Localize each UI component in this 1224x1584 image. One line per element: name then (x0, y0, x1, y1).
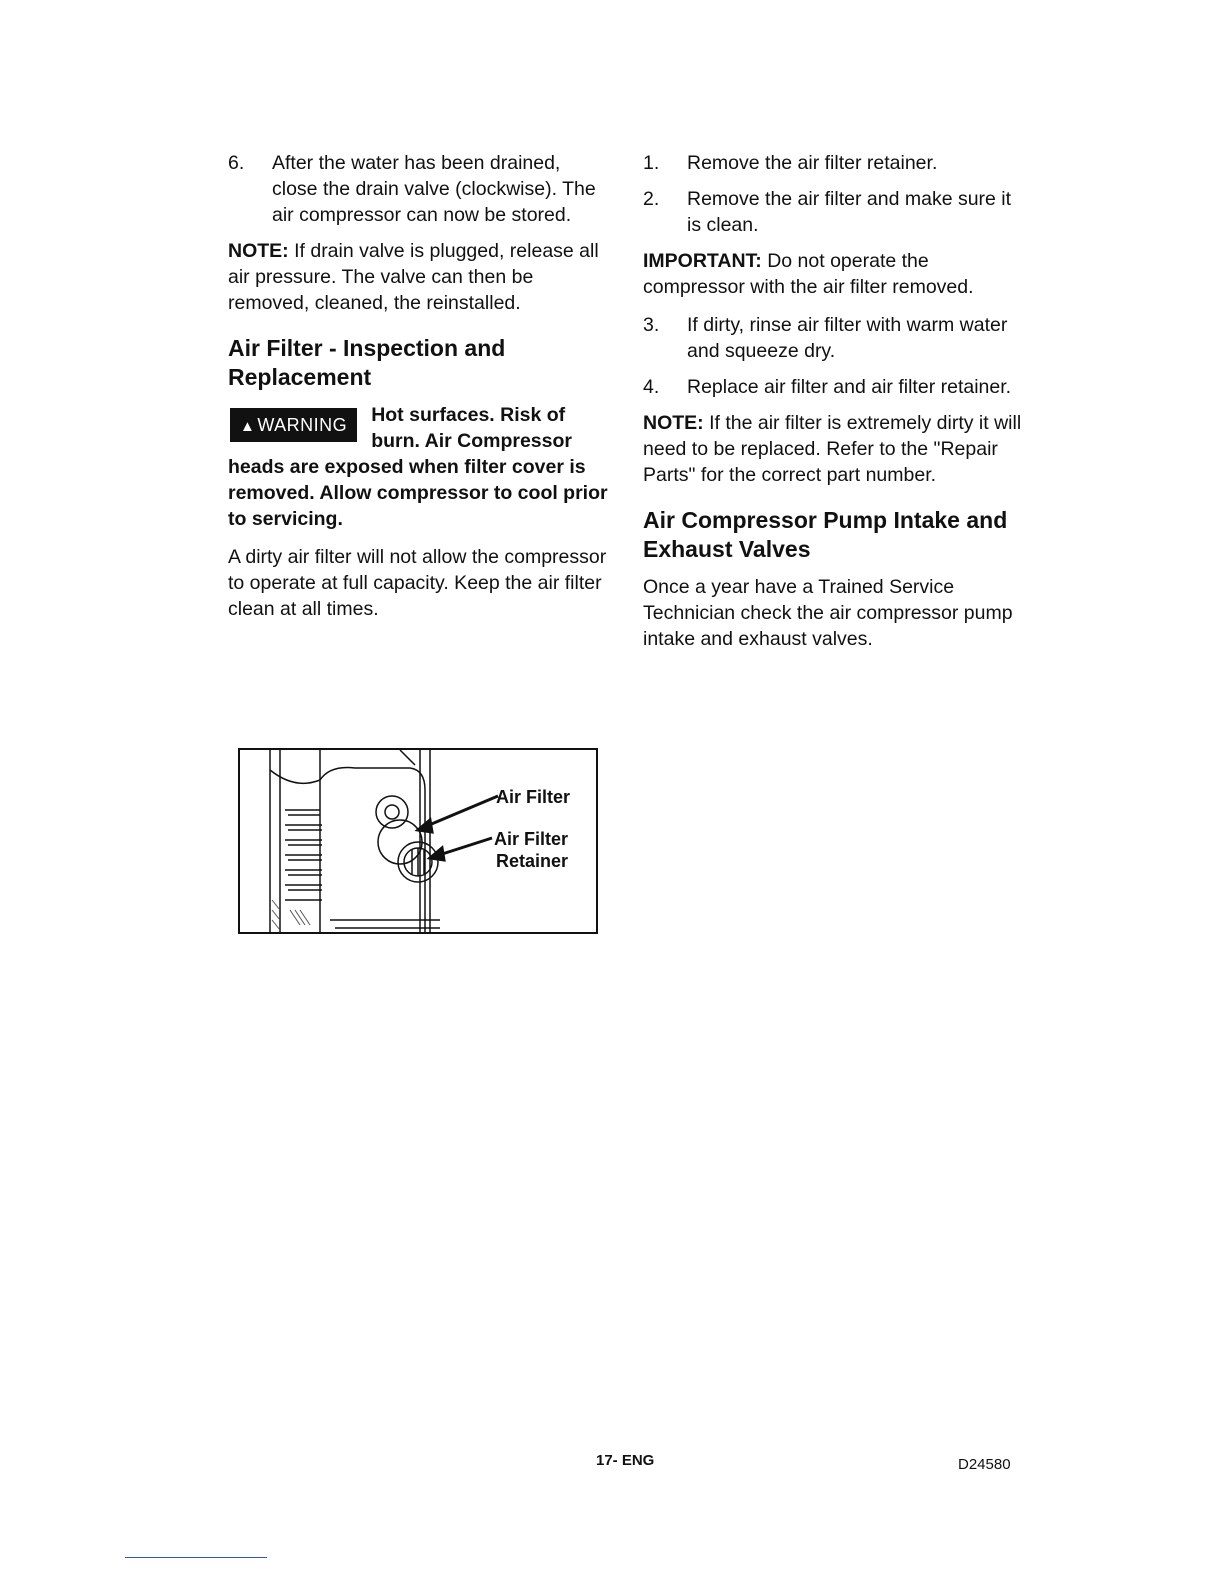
note-label: NOTE: (228, 240, 289, 262)
warning-triangle-icon: ▲ (240, 418, 256, 435)
step-text: If dirty, rinse air filter with warm water and squeeze dry. (687, 314, 1008, 362)
document-code: D24580 (958, 1456, 1011, 1473)
step-text: Replace air filter and air filter retainer. (687, 376, 1012, 398)
note-text: If drain valve is plugged, release all air pressure. The valve can then be removed, cleaned, the reinstalled. (228, 240, 599, 314)
important-text: Do not operate the compressor with the air filter removed. (643, 250, 974, 298)
step-text: Remove the air filter and make sure it is clean. (687, 188, 1012, 236)
warning-block (228, 402, 608, 532)
step-6 (228, 150, 608, 228)
step-number: 4. (643, 376, 660, 398)
left-column (228, 150, 608, 634)
note-text: If the air filter is extremely dirty it will need to be replaced. Refer to the "Repair Parts" for the correct part number. (643, 412, 1022, 486)
label-air-filter-retainer-line1: Air Filter (494, 829, 569, 849)
note-label: NOTE: (643, 412, 704, 434)
section-heading-pump-valves: Air Compressor Pump Intake and Exhaust Valves (643, 507, 1008, 562)
warning-text: Hot surfaces. Risk of burn. Air Compressor heads are exposed when filter cover is removed. Allow compressor to cool prior to servicing. (228, 404, 608, 530)
pump-valves-body: Once a year have a Trained Service Technician check the air compressor pump intake and exhaust valves. (643, 576, 1013, 650)
label-air-filter: Air Filter (496, 787, 571, 807)
note-replace-filter (643, 410, 1028, 488)
section-heading-air-filter: Air Filter - Inspection and Replacement (228, 335, 506, 390)
step-4 (643, 374, 1028, 400)
air-filter-body: A dirty air filter will not allow the compressor to operate at full capacity. Keep the air filter clean at all times. (228, 546, 607, 620)
important-note (643, 248, 1028, 300)
page-number: 17- ENG (596, 1452, 655, 1469)
warning-badge-label: WARNING (257, 415, 348, 435)
important-label: IMPORTANT: (643, 250, 762, 272)
step-1 (643, 150, 1028, 176)
air-filter-diagram (238, 748, 598, 934)
label-air-filter-retainer-line2: Retainer (496, 851, 569, 871)
step-2 (643, 186, 1028, 238)
step-number: 1. (643, 152, 660, 174)
step-text: After the water has been drained, close the drain valve (clockwise). The air compressor can now be stored. (272, 152, 596, 226)
step-number: 2. (643, 188, 660, 210)
step-3 (643, 312, 1028, 364)
warning-badge (230, 408, 357, 442)
step-number: 3. (643, 314, 660, 336)
step-number: 6. (228, 152, 245, 174)
footer-divider (125, 1557, 267, 1558)
note-drain-valve (228, 238, 608, 316)
right-column (643, 150, 1028, 664)
step-text: Remove the air filter retainer. (687, 152, 938, 174)
